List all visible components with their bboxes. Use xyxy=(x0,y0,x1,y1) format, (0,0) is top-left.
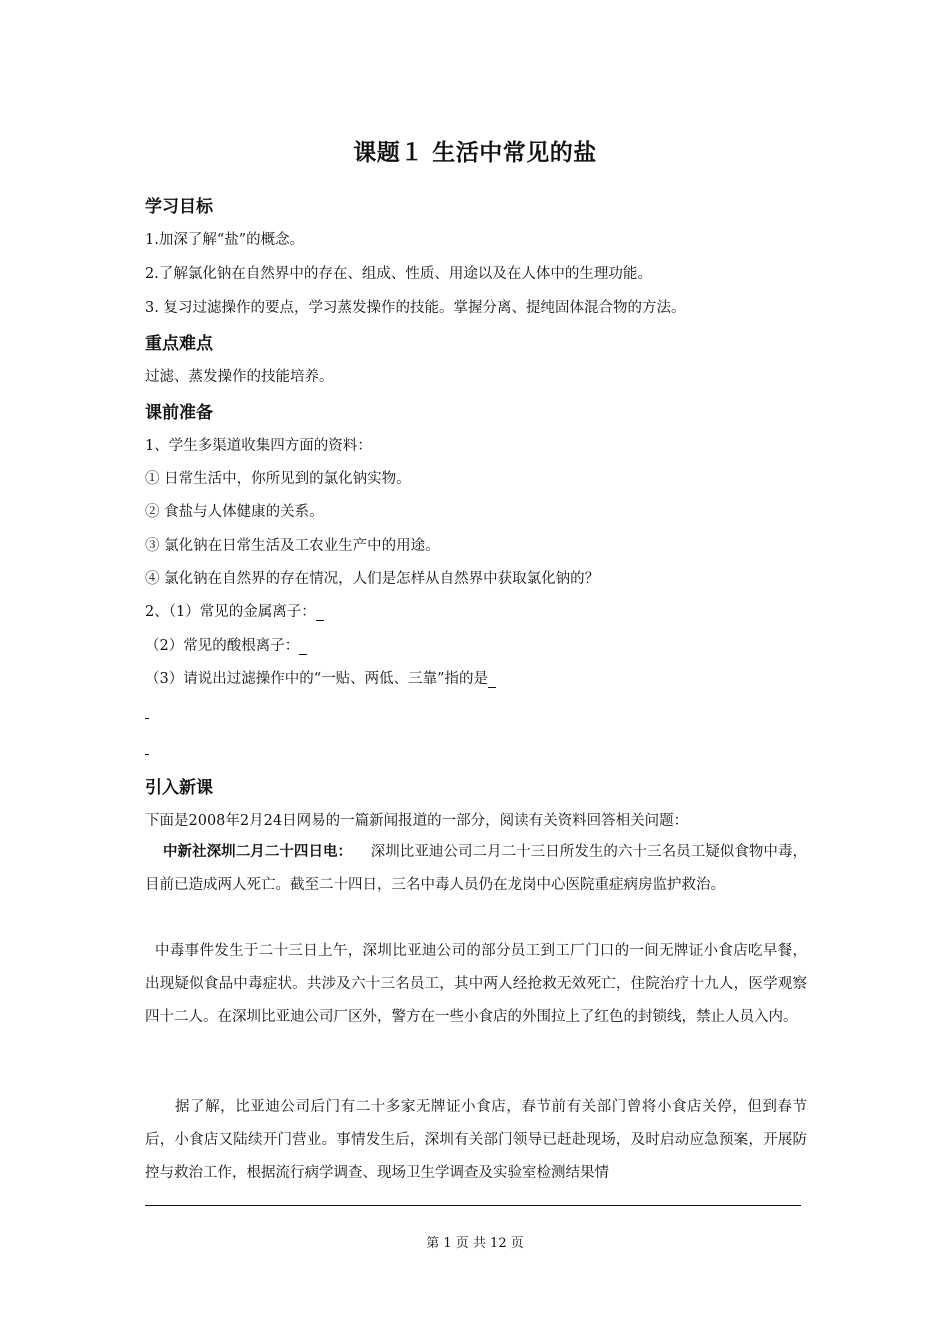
prep-question-1 xyxy=(145,600,324,621)
goal-item-3: 3. 复习过滤操作的要点，学习蒸发操作的技能。掌握分离、提纯固体混合物的方法。 xyxy=(145,300,686,316)
prep-item-4: ③ 氯化钠在日常生活及工农业生产中的用途。 xyxy=(145,538,440,554)
news-paragraph-1-text: 深圳比亚迪公司二月二十三日所发生的六十三名员工疑似食物中毒，目前已造成两人死亡。截至二十四日，三名中毒人员仍在龙岗中心医院重症病房监护救治。 xyxy=(145,844,808,893)
answer-blank xyxy=(316,606,324,621)
prep-item-2: ① 日常生活中，你所见到的氯化钠实物。 xyxy=(145,471,411,487)
goal-item-2: 2.了解氯化钠在自然界中的存在、组成、性质、用途以及在人体中的生理功能。 xyxy=(145,266,652,282)
prep-question-1-text: 2、（1）常见的金属离子： xyxy=(145,604,316,620)
prep-item-5: ④ 氯化钠在自然界的存在情况，人们是怎样从自然界中获取氯化钠的？ xyxy=(145,571,600,587)
key-points-text: 过滤、蒸发操作的技能培养。 xyxy=(145,369,334,385)
news-paragraph-2: 中毒事件发生于二十三日上午，深圳比亚迪公司的部分员工到工厂门口的一间无牌证小食店吃早餐，出现疑似食品中毒症状。共涉及六十三名员工，其中两人经抢救无效死亡，住院治疗十九人，医学观察四十二人。在深圳比亚迪公司厂区外，警方在一些小食店的外围拉上了红色的封锁线，禁止人员入内。 xyxy=(145,943,807,1025)
answer-line-mark xyxy=(145,754,149,755)
news-paragraph-1 xyxy=(145,836,807,902)
goal-item-1: 1.加深了解“盐”的概念。 xyxy=(145,232,305,248)
heading-introduction: 引入新课 xyxy=(145,778,213,798)
prep-question-3 xyxy=(145,667,496,688)
answer-blank xyxy=(488,673,496,688)
document-title: 课题１ 生活中常见的盐 xyxy=(353,140,597,166)
prep-item-3: ② 食盐与人体健康的关系。 xyxy=(145,504,324,520)
heading-key-points: 重点难点 xyxy=(145,334,213,354)
prep-item-1: 1、学生多渠道收集四方面的资料： xyxy=(145,438,372,454)
news-paragraph-3: 据了解，比亚迪公司后门有二十多家无牌证小食店，春节前有关部门曾将小食店关停，但到春节后，小食店又陆续开门营业。事情发生后，深圳有关部门领导已赶赴现场，及时启动应急预案，开展防控与救治工作，根据流行病学调查、现场卫生学调查及实验室检测结果情 xyxy=(145,1099,807,1181)
answer-line-mark xyxy=(145,718,149,719)
prep-question-2-text: （2）常见的酸根离子： xyxy=(145,638,300,654)
news-dateline: 中新社深圳二月二十四日电： xyxy=(163,844,353,860)
intro-text: 下面是2008年2月24日网易的一篇新闻报道的一部分，阅读有关资料回答相关问题： xyxy=(145,813,689,829)
heading-learning-goals: 学习目标 xyxy=(145,197,213,217)
heading-preparation: 课前准备 xyxy=(145,403,213,423)
prep-question-3-text: （3）请说出过滤操作中的“一贴、两低、三靠”指的是 xyxy=(145,671,489,687)
page-footer: 第 1 页 共 12 页 xyxy=(426,1236,524,1251)
footer-divider xyxy=(145,1205,801,1206)
answer-blank xyxy=(299,640,307,655)
prep-question-2 xyxy=(145,634,307,655)
